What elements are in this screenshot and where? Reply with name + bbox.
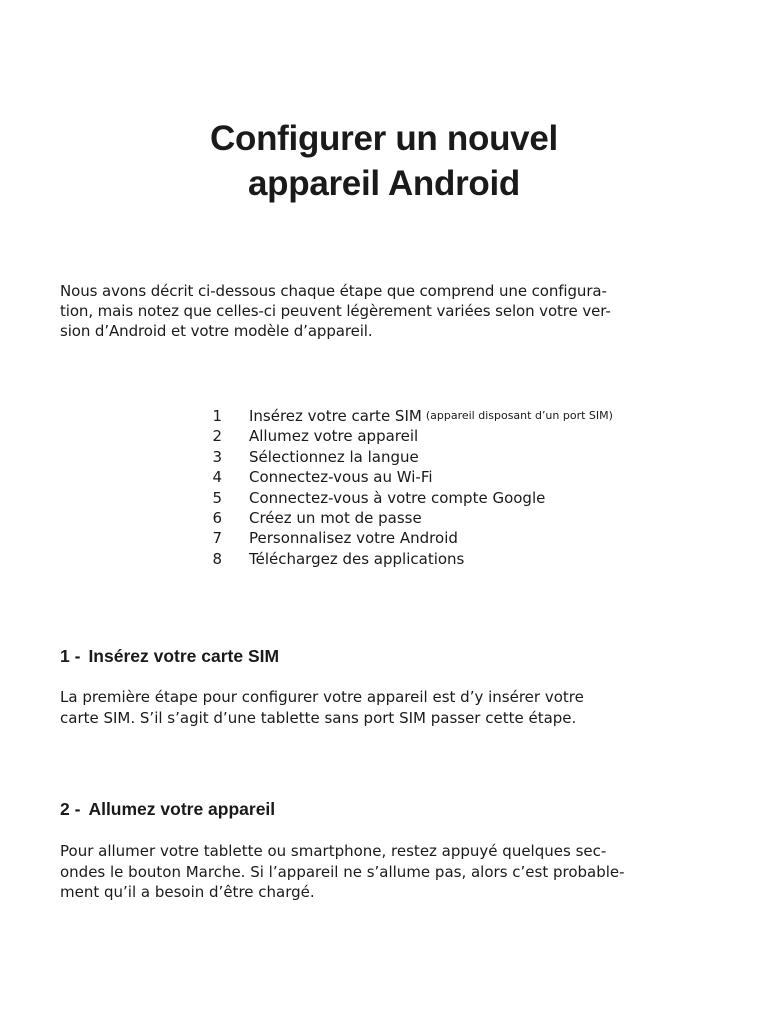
page-title-line-2: appareil Android <box>248 164 520 203</box>
section-line: La première étape pour configurer votre appareil est d’y insérer votre <box>60 688 584 706</box>
page-title-line-1: Configurer un nouvel <box>210 119 558 158</box>
step-item <box>200 426 613 446</box>
page-title <box>0 116 768 206</box>
section-number: 2 - <box>60 799 81 819</box>
step-label: Connectez-vous au Wi-Fi <box>249 468 433 487</box>
section-heading-text: Insérez votre carte SIM <box>88 646 280 666</box>
step-number: 7 <box>212 529 222 548</box>
step-label: Téléchargez des applications <box>249 549 465 568</box>
section-body-power-on <box>60 841 710 903</box>
step-item <box>200 406 613 426</box>
step-item <box>200 549 613 569</box>
step-label: Connectez-vous à votre compte Google <box>249 488 546 507</box>
step-number: 8 <box>212 549 222 568</box>
step-item <box>200 528 613 548</box>
intro-line: sion d’Android et votre modèle d’appareil. <box>60 322 373 340</box>
step-number: 6 <box>212 509 222 528</box>
step-number: 2 <box>212 427 222 446</box>
step-label: Créez un mot de passe <box>249 509 422 528</box>
intro-line: tion, mais notez que celles-ci peuvent légèrement variées selon votre ver- <box>60 302 611 320</box>
section-heading-text: Allumez votre appareil <box>88 799 276 819</box>
step-label: Personnalisez votre Android <box>249 529 458 548</box>
step-item <box>200 488 613 508</box>
section-line: ondes le bouton Marche. Si l’appareil ne s’allume pas, alors c’est probable- <box>60 862 625 881</box>
step-label: Sélectionnez la langue <box>249 447 419 466</box>
section-line: ment qu’il a besoin d’être chargé. <box>60 883 315 901</box>
step-label: Insérez votre carte SIM <box>249 407 422 425</box>
intro-paragraph <box>60 281 710 341</box>
step-item <box>200 467 613 487</box>
intro-line: Nous avons décrit ci-dessous chaque étape que comprend une configura- <box>60 282 607 300</box>
step-label: Allumez votre appareil <box>249 427 419 446</box>
step-number: 3 <box>212 447 222 466</box>
step-item <box>200 508 613 528</box>
step-number: 5 <box>212 488 222 507</box>
section-number: 1 - <box>60 646 81 666</box>
section-line: Pour allumer votre tablette ou smartphone, restez appuyé quelques sec- <box>60 842 607 860</box>
step-number: 1 <box>212 407 222 425</box>
section-body-insert-sim <box>60 687 710 728</box>
section-heading-power-on <box>60 798 275 820</box>
step-note: (appareil disposant d’un port SIM) <box>425 409 613 422</box>
step-number: 4 <box>212 468 222 487</box>
section-heading-insert-sim <box>60 645 279 667</box>
step-item <box>200 447 613 467</box>
section-line: carte SIM. S’il s’agit d’une tablette sans port SIM passer cette étape. <box>60 708 577 727</box>
steps-list <box>200 406 613 569</box>
